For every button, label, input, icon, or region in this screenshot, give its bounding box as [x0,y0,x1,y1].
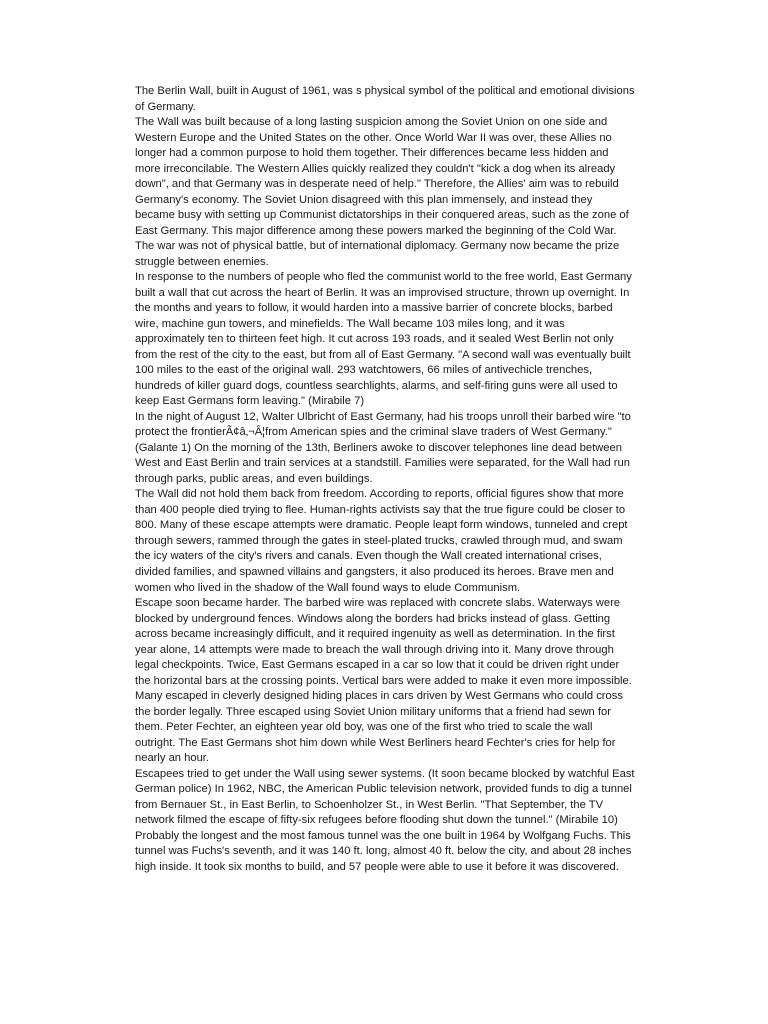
paragraph-tunnels: Escapees tried to get under the Wall using sewer systems. (It soon became blocked by watchful East German police) In 1962, NBC, the American Public television network, provided funds to dig a tunnel from Bernauer St., in East Berlin, to Schoenholzer St., in West Berlin. "That September, the TV network filmed the escape of fifty-six refugees before flooding shut down the tunnel." (Mirabile 10) Probably the longest and the most famous tunnel was the one built in 1964 by Wolfgang Fuchs. This tunnel was Fuchs's seventh, and it was 140 ft. long, almost 40 ft. below the city, and about 28 inches high inside. It took six months to build, and 57 people were able to use it before it was discovered. [135,767,635,873]
paragraph-august-12: In the night of August 12, Walter Ulbricht of East Germany, had his troops unroll their barbed wire "to protect the frontierÃ¢â‚¬Â¦from American spies and the criminal slave traders of West Germany." (Galante 1) On the morning of the 13th, Berliners awoke to discover telephones line dead between West and East Berlin and train services at a standstill. Families were separated, for the Wall had run through parks, public areas, and even buildings. [135,410,631,485]
paragraph-escape-harder: Escape soon became harder. The barbed wire was replaced with concrete slabs. Waterways were blocked by underground fences. Windows along the borders had bricks instead of glass. Getting across became increasingly difficult, and it required ingenuity as well as determination. In the first year alone, 14 attempts were made to breach the wall through driving into it. Many drove through legal checkpoints. Twice, East Germans escaped in a car so low that it could be driven right under the horizontal bars at the crossing points. Vertical bars were added to make it even more impossible. Many escaped in cleverly designed hiding places in cars driven by West Germans who could cross the border legally. Three escaped using Soviet Union military uniforms that a friend had sewn for them. Peter Fechter, an eighteen year old boy, was one of the first who tried to scale the wall outright. The East Germans shot him down while West Berliners heard Fechter's cries for help for nearly an hour. [135,597,632,765]
paragraph-escape-attempts: The Wall did not hold them back from freedom. According to reports, official figures show that more than 400 people died trying to flee. Human-rights activists say that the true figure could be closer to 800. Many of these escape attempts were dramatic. People leapt form windows, tunneled and crept through sewers, rammed through the gates in steel-plated trucks, crawled through mud, and swam the icy waters of the city's rivers and canals. Even though the Wall created international crises, divided families, and spawned villains and gangsters, it also produced its heroes. Brave men and women who lived in the shadow of the Wall found ways to elude Communism. [135,488,628,594]
paragraph-intro: The Berlin Wall, built in August of 1961, was s physical symbol of the political and emotional divisions of Germany. [135,85,635,113]
paragraph-wall-construction: In response to the numbers of people who fled the communist world to the free world, East Germany built a wall that cut across the heart of Berlin. It was an improvised structure, thrown up overnight. In the months and years to follow, it would harden into a massive barrier of concrete blocks, barbed wire, machine gun towers, and minefields. The Wall became 103 miles long, and it was approximately ten to thirteen feet high. It cut across 193 roads, and it sealed West Berlin not only from the rest of the city to the east, but from all of East Germany. "A second wall was eventually built 100 miles to the east of the original wall. 293 watchtowers, 66 miles of antivechicle trenches, hundreds of killer guard dogs, countless searchlights, alarms, and self-firing guns were all used to keep East Germans form leaving." (Mirabile 7) [135,271,632,408]
paragraph-cold-war-origins: The Wall was built because of a long lasting suspicion among the Soviet Union on one side and Western Europe and the United States on the other. Once World War II was over, these Allies no longer had a common purpose to hold them together. Their differences became less hidden and more irreconcilable. The Western Allies quickly realized they couldn't "kick a dog when its already down", and that Germany was in desperate need of help." Therefore, the Allies' aim was to rebuild Germany's economy. The Soviet Union disagreed with this plan immensely, and instead they became busy with setting up Communist dictatorships in their conquered areas, such as the zone of East Germany. This major difference among these powers marked the beginning of the Cold War. The war was not of physical battle, but of international diplomacy. Germany now became the prize struggle between enemies. [135,116,629,268]
document-body [135,84,635,875]
